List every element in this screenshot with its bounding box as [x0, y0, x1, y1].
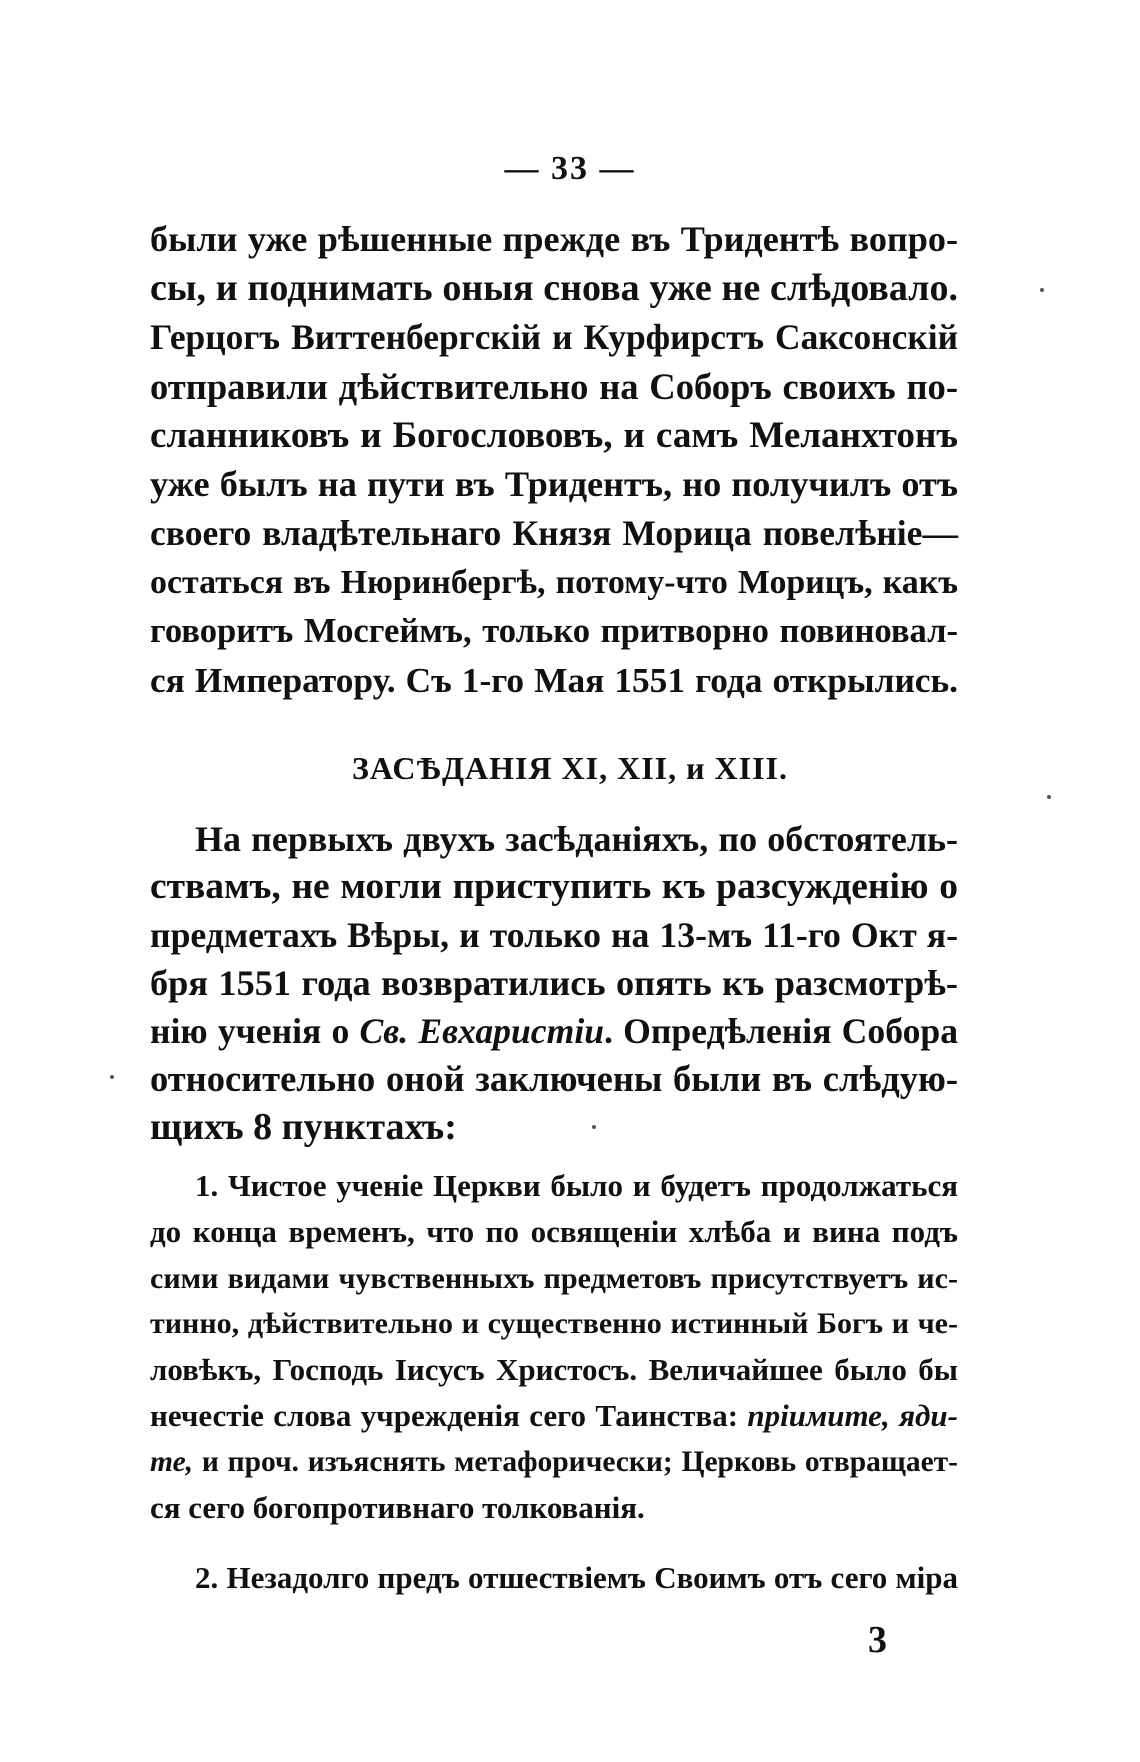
text-line: ся сего богопротивнаго толкованія. — [150, 1490, 645, 1525]
text-line: отправили дѣйствительно на Соборъ своихъ по- — [150, 366, 958, 407]
text-line: говоритъ Мосгеймъ, только притворно повиновал- — [150, 612, 958, 650]
text-line: Герцогъ Виттенбергскій и Курфирстъ Саксонскій — [150, 317, 958, 357]
paragraph-1 — [150, 215, 958, 705]
text-run: . Опредѣленія Собора — [604, 1011, 959, 1051]
text-line-mixed — [150, 1393, 958, 1439]
text-line-mixed — [150, 1007, 958, 1055]
italic-run: Св. Евхаристіи — [359, 1011, 605, 1051]
text-line: относительно оной заключены были въ слѣдую- — [150, 1058, 958, 1099]
text-run: нію ученія о — [150, 1011, 360, 1051]
text-line-mixed — [150, 1439, 958, 1485]
text-line: сими видами чувственныхъ предметовъ присутствуетъ ис- — [150, 1261, 958, 1295]
speck — [1040, 288, 1044, 292]
speck — [592, 1125, 596, 1129]
text-line: ствамъ, не могли приступить къ разсужденію о — [150, 866, 958, 907]
text-line: до конца временъ, что по освященіи хлѣба и вина подъ — [150, 1214, 958, 1249]
text-line: своего владѣтельнаго Князя Морица повелѣніе— — [150, 513, 958, 553]
text-line: щихъ 8 пунктахъ: — [150, 1106, 457, 1148]
text-line: ловѣкъ, Господь Іисусъ Христосъ. Величайшее было бы — [150, 1352, 958, 1387]
point-2 — [150, 1555, 958, 1601]
italic-run: пріимите, яди- — [747, 1398, 958, 1433]
signature-mark: 3 — [868, 1619, 887, 1661]
text-line: бря 1551 года возвратились опять къ разсмотрѣ- — [150, 963, 958, 1003]
section-heading: ЗАСѢДАНІЯ XI, XII, и XIII. — [351, 750, 788, 786]
text-line: уже былъ на пути въ Тридентъ, но получилъ отъ — [150, 464, 958, 504]
speck — [1047, 795, 1051, 799]
text-line: 1. Чистое ученіе Церкви было и будетъ продолжаться — [195, 1168, 958, 1203]
paragraph-2 — [150, 815, 958, 1151]
text-run: и проч. изъяснять метафорически; Церковь отвращает- — [193, 1446, 958, 1478]
speck — [110, 1075, 114, 1079]
text-line: сланниковъ и Богослововъ, и самъ Меланхтонъ — [150, 415, 958, 456]
text-line: ся Императору. Съ 1-го Мая 1551 года открылись. — [150, 661, 958, 700]
text-line: были уже рѣшенные прежде въ Тридентѣ вопро- — [150, 219, 958, 259]
text-line: тинно, дѣйствительно и существенно истинный Богъ и че- — [150, 1307, 958, 1340]
text-line: На первыхъ двухъ засѣданіяхъ, по обстоятель- — [195, 819, 958, 859]
point-1 — [150, 1163, 958, 1531]
text-line: остаться въ Нюринбергѣ, потому-что Морицъ, какъ — [150, 564, 958, 601]
text-line: 2. Незадолго предъ отшествіемъ Своимъ отъ сего міра — [195, 1560, 958, 1595]
italic-run: те, — [150, 1446, 194, 1478]
text-line: сы, и поднимать оныя снова уже не слѣдовало. — [150, 267, 958, 309]
page-number: — 33 — — [504, 150, 636, 187]
text-run: нечестіе слова учрежденія сего Таинства: — [150, 1398, 748, 1433]
text-line: предметахъ Вѣры, и только на 13-мъ 11-го Окт я- — [150, 915, 958, 955]
